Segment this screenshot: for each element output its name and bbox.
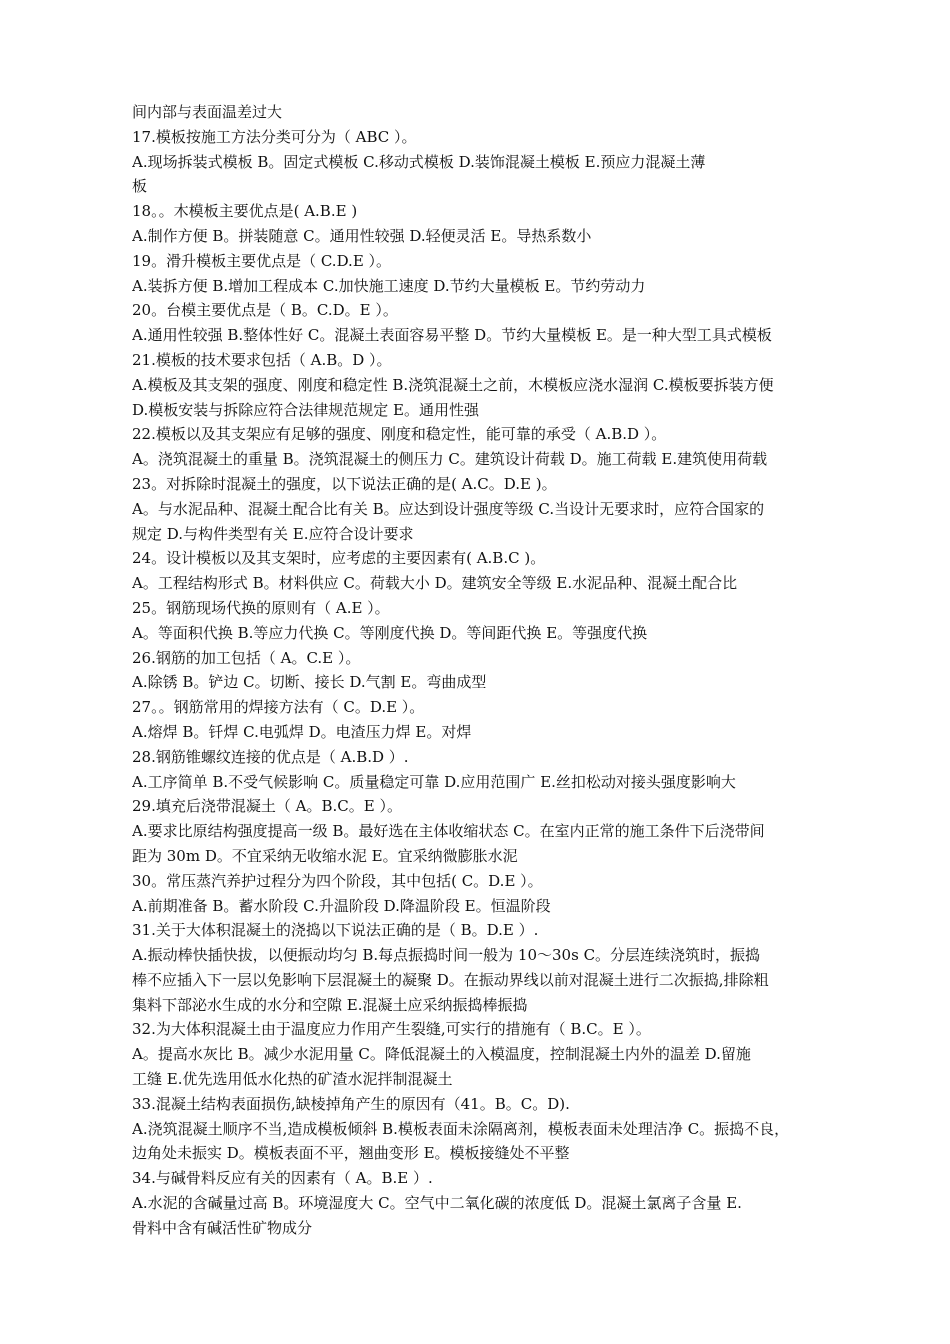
text-line: 27。。钢筋常用的焊接方法有（ C。D.E ）。: [132, 698, 425, 717]
text-line: 24。设计模板以及其支架时，应考虑的主要因素有( A.B.C )。: [132, 549, 546, 568]
text-line: A.通用性较强 B.整体性好 C。混凝土表面容易平整 D。节约大量模板 E。是一种大型工具式模板: [132, 326, 772, 345]
text-line: 18。。木模板主要优点是( A.B.E ): [132, 202, 358, 221]
text-line: A。等面积代换 B.等应力代换 C。等刚度代换 D。等间距代换 E。等强度代换: [132, 623, 648, 642]
text-line: 21.模板的技术要求包括（ A.B。D ）。: [132, 350, 392, 369]
text-line: 30。常压蒸汽养护过程分为四个阶段，其中包括( C。D.E ）。: [132, 871, 543, 890]
text-line: 33.混凝土结构表面损伤,缺棱掉角产生的原因有（41。B。C。D).: [132, 1094, 570, 1113]
text-line: A。提高水灰比 B。减少水泥用量 C。降低混凝土的入模温度，控制混凝土内外的温差 D.留施: [132, 1045, 751, 1064]
text-line: 29.填充后浇带混凝土（ A。B.C。E ）。: [132, 797, 402, 816]
text-line: 22.模板以及其支架应有足够的强度、刚度和稳定性，能可靠的承受（ A.B.D ）。: [132, 425, 667, 444]
text-line: 17.模板按施工方法分类可分为（ ABC ）。: [132, 127, 417, 146]
text-line: A.制作方便 B。拼装随意 C。通用性较强 D.轻便灵活 E。导热系数小: [132, 226, 592, 245]
text-line: A.模板及其支架的强度、刚度和稳定性 B.浇筑混凝土之前，木模板应浇水湿润 C.模板要拆装方便: [132, 375, 774, 394]
text-line: 规定 D.与构件类型有关 E.应符合设计要求: [132, 524, 414, 543]
text-line: A.装拆方便 B.增加工程成本 C.加快施工速度 D.节约大量模板 E。节约劳动力: [132, 276, 646, 295]
text-line: A。与水泥品种、混凝土配合比有关 B。应达到设计强度等级 C.当设计无要求时，应符合国家的: [132, 499, 765, 518]
text-line: 31.关于大体积混凝土的浇捣以下说法正确的是（ B。D.E ）.: [132, 921, 539, 940]
text-line: 板: [132, 177, 148, 196]
text-line: A。工程结构形式 B。材料供应 C。荷载大小 D。建筑安全等级 E.水泥品种、混凝土配合比: [132, 574, 738, 593]
text-line: 骨料中含有碱活性矿物成分: [132, 1218, 313, 1237]
text-line: 集料下部泌水生成的水分和空隙 E.混凝土应采纳振捣棒振捣: [132, 995, 528, 1014]
text-line: A.除锈 B。铲边 C。切断、接长 D.气割 E。弯曲成型: [132, 673, 487, 692]
text-line: A.要求比原结构强度提高一级 B。最好选在主体收缩状态 C。在室内正常的施工条件下后浇带间: [132, 822, 765, 841]
text-line: D.模板安装与拆除应符合法律规范规定 E。通用性强: [132, 400, 479, 419]
text-line: 20。台模主要优点是（ B。C.D。E ）。: [132, 301, 398, 320]
text-line: 间内部与表面温差过大: [132, 103, 283, 121]
text-line: 边角处未振实 D。模板表面不平，翘曲变形 E。模板接缝处不平整: [132, 1144, 570, 1163]
text-line: 25。钢筋现场代换的原则有（ A.E ）。: [132, 598, 390, 617]
text-line: 棒不应插入下一层以免影响下层混凝土的凝聚 D。在振动界线以前对混凝土进行二次振捣,排除粗: [132, 970, 769, 989]
text-line: A.前期准备 B。蓄水阶段 C.升温阶段 D.降温阶段 E。恒温阶段: [132, 896, 551, 915]
text-line: A.水泥的含碱量过高 B。环境湿度大 C。空气中二氧化碳的浓度低 D。混凝土氯离子含量 E.: [132, 1194, 742, 1213]
text-line: 32.为大体积混凝土由于温度应力作用产生裂缝,可实行的措施有（ B.C。E ）。: [132, 1020, 651, 1039]
text-line: 34.与碱骨料反应有关的因素有（ A。B.E ）.: [132, 1169, 433, 1188]
text-line: A。浇筑混凝土的重量 B。浇筑混凝土的侧压力 C。建筑设计荷载 D。施工荷载 E.建筑使用荷载: [132, 450, 768, 469]
text-line: A.熔焊 B。钎焊 C.电弧焊 D。电渣压力焊 E。对焊: [132, 722, 472, 741]
text-line: 19。滑升模板主要优点是（ C.D.E ）。: [132, 251, 392, 270]
text-line: A.振动棒快插快拔，以便振动均匀 B.每点振捣时间一般为 10～30s C。分层连续浇筑时，振捣: [132, 946, 761, 965]
text-line: 28.钢筋锥螺纹连接的优点是（ A.B.D ）.: [132, 747, 409, 766]
text-line: 工缝 E.优先选用低水化热的矿渣水泥拌制混凝土: [132, 1070, 453, 1089]
text-line: A.工序简单 B.不受气候影响 C。质量稳定可靠 D.应用范围广 E.丝扣松动对接头强度影响大: [132, 772, 736, 791]
text-line: 26.钢筋的加工包括（ A。C.E ）。: [132, 648, 361, 667]
text-line: A.现场拆装式模板 B。固定式模板 C.移动式模板 D.装饰混凝土模板 E.预应力混凝土薄: [132, 152, 706, 171]
text-line: A.浇筑混凝土顺序不当,造成模板倾斜 B.模板表面未涂隔离剂，模板表面未处理洁净 C。振捣不良，: [132, 1119, 790, 1138]
text-line: 23。对拆除时混凝土的强度，以下说法正确的是( A.C。D.E )。: [132, 474, 557, 493]
text-line: 距为 30m D。不宜采纳无收缩水泥 E。宜采纳微膨胀水泥: [132, 846, 518, 865]
